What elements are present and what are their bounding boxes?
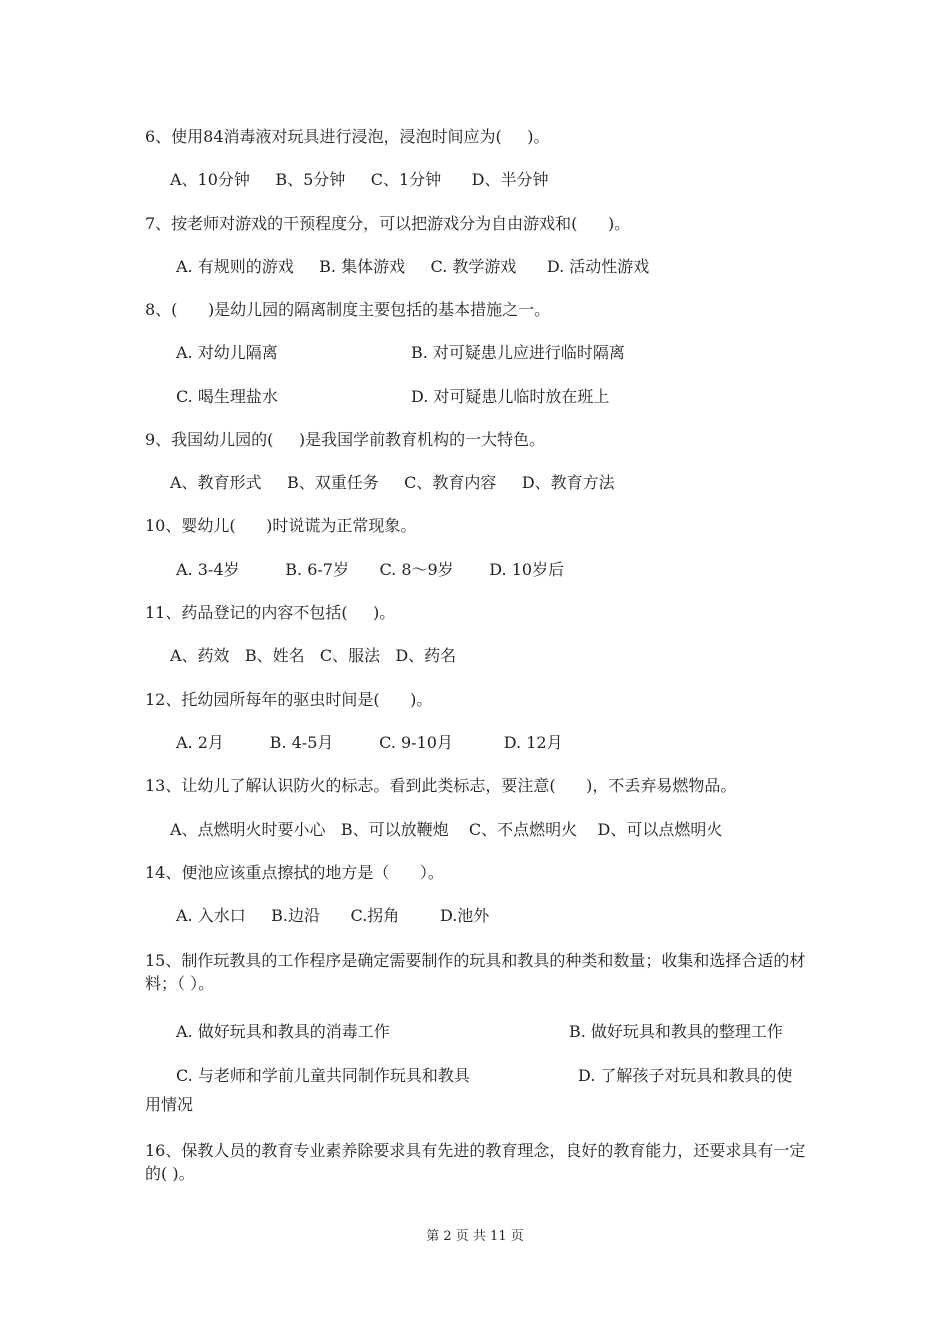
question-11-options: A、药效 B、姓名 C、服法 D、药名: [170, 646, 457, 665]
question-8-stem: 8、( )是幼儿园的隔离制度主要包括的基本措施之一。: [145, 300, 551, 319]
question-8-option-c: C. 喝生理盐水: [176, 387, 278, 406]
question-8-option-d: D. 对可疑患儿临时放在班上: [411, 387, 610, 406]
question-11-stem: 11、药品登记的内容不包括( )。: [145, 603, 396, 622]
question-10-stem: 10、婴幼儿( )时说谎为正常现象。: [145, 516, 417, 535]
question-8-option-b: B. 对可疑患儿应进行临时隔离: [411, 343, 625, 362]
question-15-option-c: C. 与老师和学前儿童共同制作玩具和教具: [176, 1066, 470, 1085]
question-9-options: A、教育形式 B、双重任务 C、教育内容 D、教育方法: [170, 473, 615, 492]
question-15-option-d-continued: 用情况: [145, 1095, 194, 1114]
question-10-options: A. 3-4岁 B. 6-7岁 C. 8～9岁 D. 10岁后: [176, 560, 565, 579]
question-6-options: A、10分钟 B、5分钟 C、1分钟 D、半分钟: [170, 170, 549, 189]
question-15-option-b: B. 做好玩具和教具的整理工作: [569, 1022, 783, 1041]
question-7-options: A. 有规则的游戏 B. 集体游戏 C. 教学游戏 D. 活动性游戏: [176, 257, 650, 276]
question-13-options: A、点燃明火时要小心 B、可以放鞭炮 C、不点燃明火 D、可以点燃明火: [170, 820, 723, 839]
question-8-option-a: A. 对幼儿隔离: [176, 343, 278, 362]
question-16-stem: 16、保教人员的教育专业素养除要求具有先进的教育理念，良好的教育能力，还要求具有一定的( )。: [145, 1141, 806, 1183]
question-15-option-a: A. 做好玩具和教具的消毒工作: [176, 1022, 390, 1041]
question-14-options: A. 入水口 B.边沿 C.拐角 D.池外: [176, 906, 490, 925]
question-14-stem: 14、便池应该重点擦拭的地方是（ ）。: [145, 863, 444, 882]
question-9-stem: 9、我国幼儿园的( )是我国学前教育机构的一大特色。: [145, 430, 546, 449]
page-footer: 第 2 页 共 11 页: [426, 1229, 524, 1244]
question-15-option-d: D. 了解孩子对玩具和教具的使: [578, 1066, 793, 1085]
question-7-stem: 7、按老师对游戏的干预程度分，可以把游戏分为自由游戏和( )。: [145, 214, 631, 233]
question-12-options: A. 2月 B. 4-5月 C. 9-10月 D. 12月: [176, 733, 563, 752]
question-12-stem: 12、托幼园所每年的驱虫时间是( )。: [145, 690, 433, 709]
question-15-stem: 15、制作玩教具的工作程序是确定需要制作的玩具和教具的种类和数量；收集和选择合适的材料；（ ）。: [145, 951, 806, 993]
question-6-stem: 6、使用84消毒液对玩具进行浸泡，浸泡时间应为( )。: [145, 127, 550, 146]
question-13-stem: 13、让幼儿了解认识防火的标志。看到此类标志，要注意( )，不丢弃易燃物品。: [145, 776, 737, 795]
